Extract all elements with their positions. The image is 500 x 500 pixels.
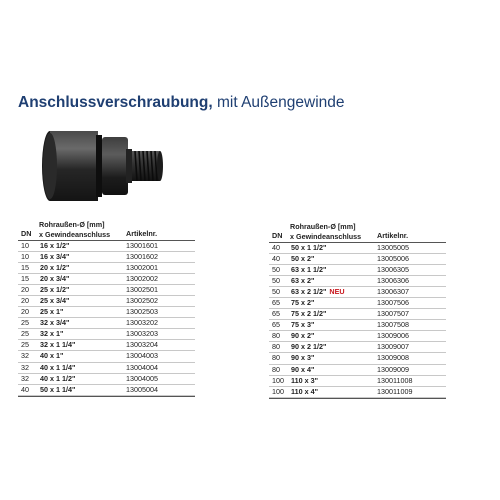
cell-size [291,353,314,363]
cell-article-number: 13009006 [377,331,409,341]
cell-size [291,276,314,286]
cell-dn: 32 [21,362,29,372]
table-row [269,342,446,353]
cell-dn: 80 [272,342,280,352]
cell-size-text: 75 x 3" [291,320,315,330]
cell-article-number: 13007507 [377,309,409,319]
cell-size [291,376,318,386]
cell-article-number: 13006307 [377,287,409,297]
fitting-table-right [269,222,446,399]
cell-size [291,287,345,297]
table-row [18,274,195,285]
cell-size [40,385,75,395]
table-header [18,220,195,240]
cell-size-text: 63 x 2" [291,276,315,286]
cell-size [291,298,314,308]
cell-article-number: 13009009 [377,364,409,374]
table-row [269,387,446,398]
table-row [18,385,195,396]
header-size [290,222,361,242]
cell-article-number: 13002002 [126,274,158,284]
cell-size [291,387,318,397]
table-row [269,365,446,376]
cell-size [291,342,326,352]
cell-dn: 65 [272,320,280,330]
cell-dn: 10 [21,241,29,250]
cell-dn: 50 [272,265,280,275]
cell-size-text: 90 x 3" [291,353,315,363]
cell-article-number: 13001601 [126,241,158,250]
cell-article-number: 13003203 [126,329,158,339]
cell-article-number: 13009008 [377,353,409,363]
header-size [39,220,110,240]
cell-dn: 65 [272,298,280,308]
cell-dn: 40 [272,254,280,264]
cell-dn: 20 [21,285,29,295]
cell-article-number: 13002501 [126,285,158,295]
table-row [18,296,195,307]
cell-size [40,318,69,328]
table-row [18,307,195,318]
cell-article-number: 13007506 [377,298,409,308]
table-row [269,320,446,331]
table-row [18,285,195,296]
cell-size-text: 75 x 2 1/2" [291,309,327,319]
table-row [18,363,195,374]
cell-size [40,329,63,339]
cell-dn: 50 [272,287,280,297]
cell-size [40,285,69,295]
cell-dn: 20 [21,296,29,306]
header-dn: DN [21,228,32,238]
cell-size-text: 90 x 2 1/2" [291,342,327,352]
cell-dn: 100 [272,386,284,396]
new-badge: NEU [329,287,345,297]
cell-article-number: 13001602 [126,252,158,262]
cell-dn: 40 [21,384,29,394]
cell-size [291,309,326,319]
cell-size [291,265,326,275]
cell-size-text: 50 x 1 1/2" [291,243,327,252]
cell-article-number: 13002502 [126,296,158,306]
cell-size-text: 90 x 4" [291,364,315,374]
cell-article-number: 13002503 [126,307,158,317]
cell-dn: 25 [21,318,29,328]
cell-size [40,252,69,262]
cell-dn: 10 [21,252,29,262]
table-body [18,241,195,396]
cell-dn: 25 [21,340,29,350]
cell-article-number: 13004004 [126,362,158,372]
cell-dn: 15 [21,274,29,284]
cell-size [40,340,75,350]
table-row [269,331,446,342]
cell-article-number: 13004003 [126,351,158,361]
cell-size-text: 20 x 3/4" [40,274,70,284]
page-title [18,94,345,112]
fitting-table-left [18,220,195,397]
table-row [269,298,446,309]
table-row [269,287,446,298]
cell-size-text: 75 x 2" [291,298,315,308]
cell-dn: 65 [272,309,280,319]
header-size-line1: Rohraußen-Ø [mm] [290,222,356,231]
cell-size [40,351,63,361]
cell-dn: 20 [21,307,29,317]
table-bottom-rule [269,398,446,399]
cell-article-number: 13006305 [377,265,409,275]
cell-size [40,263,69,273]
table-row [18,374,195,385]
cell-size [291,365,314,375]
title-rest: mit Außengewinde [212,94,345,111]
cell-dn: 25 [21,329,29,339]
cell-article-number: 13005004 [126,384,158,394]
cell-size-text: 110 x 3" [291,375,318,385]
table-row [269,243,446,254]
cell-article-number: 13004005 [126,373,158,383]
cell-size-text: 40 x 1" [40,351,64,361]
table-bottom-rule [18,396,195,397]
cell-size [40,307,63,317]
cell-article-number: 13006306 [377,276,409,286]
header-size-line1: Rohraußen-Ø [mm] [39,220,105,229]
cell-size [40,363,75,373]
table-row [269,265,446,276]
header-dn: DN [272,230,283,240]
cell-article-number: 13007508 [377,320,409,330]
cell-article-number: 13002001 [126,263,158,273]
cell-size [291,243,326,253]
cell-dn: 15 [21,263,29,273]
cell-size-text: 16 x 3/4" [40,252,70,262]
table-row [18,263,195,274]
cell-size-text: 32 x 3/4" [40,318,70,328]
table-row [18,241,195,252]
cell-size-text: 40 x 1 1/4" [40,362,76,372]
cell-size [291,320,314,330]
cell-article-number: 13005005 [377,243,409,252]
cell-article-number: 130011009 [377,386,413,396]
cell-dn: 50 [272,276,280,286]
table-row [269,376,446,387]
cell-dn: 32 [21,351,29,361]
cell-dn: 40 [272,243,280,252]
cell-size [40,374,75,384]
header-size-line2: x Gewindeanschluss [39,230,111,239]
cell-size-text: 50 x 2" [291,254,315,264]
header-article: Artikelnr. [126,228,158,238]
cell-dn: 80 [272,353,280,363]
cell-size-text: 32 x 1 1/4" [40,340,76,350]
cell-size-text: 63 x 1 1/2" [291,265,327,275]
table-row [18,252,195,263]
cell-size-text: 20 x 1/2" [40,263,70,273]
cell-size-text: 16 x 1/2" [40,241,70,250]
cell-size-text: 63 x 2 1/2" [291,287,327,297]
table-body [269,243,446,398]
table-header [269,222,446,242]
cell-size [291,254,314,264]
cell-article-number: 13003204 [126,340,158,350]
compression-fitting-male-thread-icon [22,123,182,209]
cell-size-text: 32 x 1" [40,329,64,339]
table-row [269,276,446,287]
cell-size-text: 25 x 1/2" [40,285,70,295]
cell-size-text: 25 x 3/4" [40,296,70,306]
table-row [18,351,195,362]
cell-article-number: 130011008 [377,375,413,385]
cell-article-number: 13003202 [126,318,158,328]
table-row [18,340,195,351]
cell-dn: 32 [21,373,29,383]
table-row [18,318,195,329]
table-row [269,309,446,320]
cell-dn: 100 [272,375,284,385]
cell-size [40,241,69,251]
cell-dn: 80 [272,364,280,374]
cell-size-text: 90 x 2" [291,331,315,341]
cell-size [291,331,314,341]
cell-size-text: 110 x 4" [291,386,318,396]
cell-size-text: 40 x 1 1/2" [40,373,76,383]
cell-size-text: 25 x 1" [40,307,64,317]
table-row [269,254,446,265]
table-row [18,329,195,340]
header-article: Artikelnr. [377,230,409,240]
title-bold: Anschlussverschraubung, [18,94,213,111]
table-row [269,353,446,364]
cell-article-number: 13005006 [377,254,409,264]
cell-size-text: 50 x 1 1/4" [40,384,76,394]
header-size-line2: x Gewindeanschluss [290,232,362,241]
cell-dn: 80 [272,331,280,341]
cell-size [40,274,69,284]
cell-article-number: 13009007 [377,342,409,352]
cell-size [40,296,69,306]
